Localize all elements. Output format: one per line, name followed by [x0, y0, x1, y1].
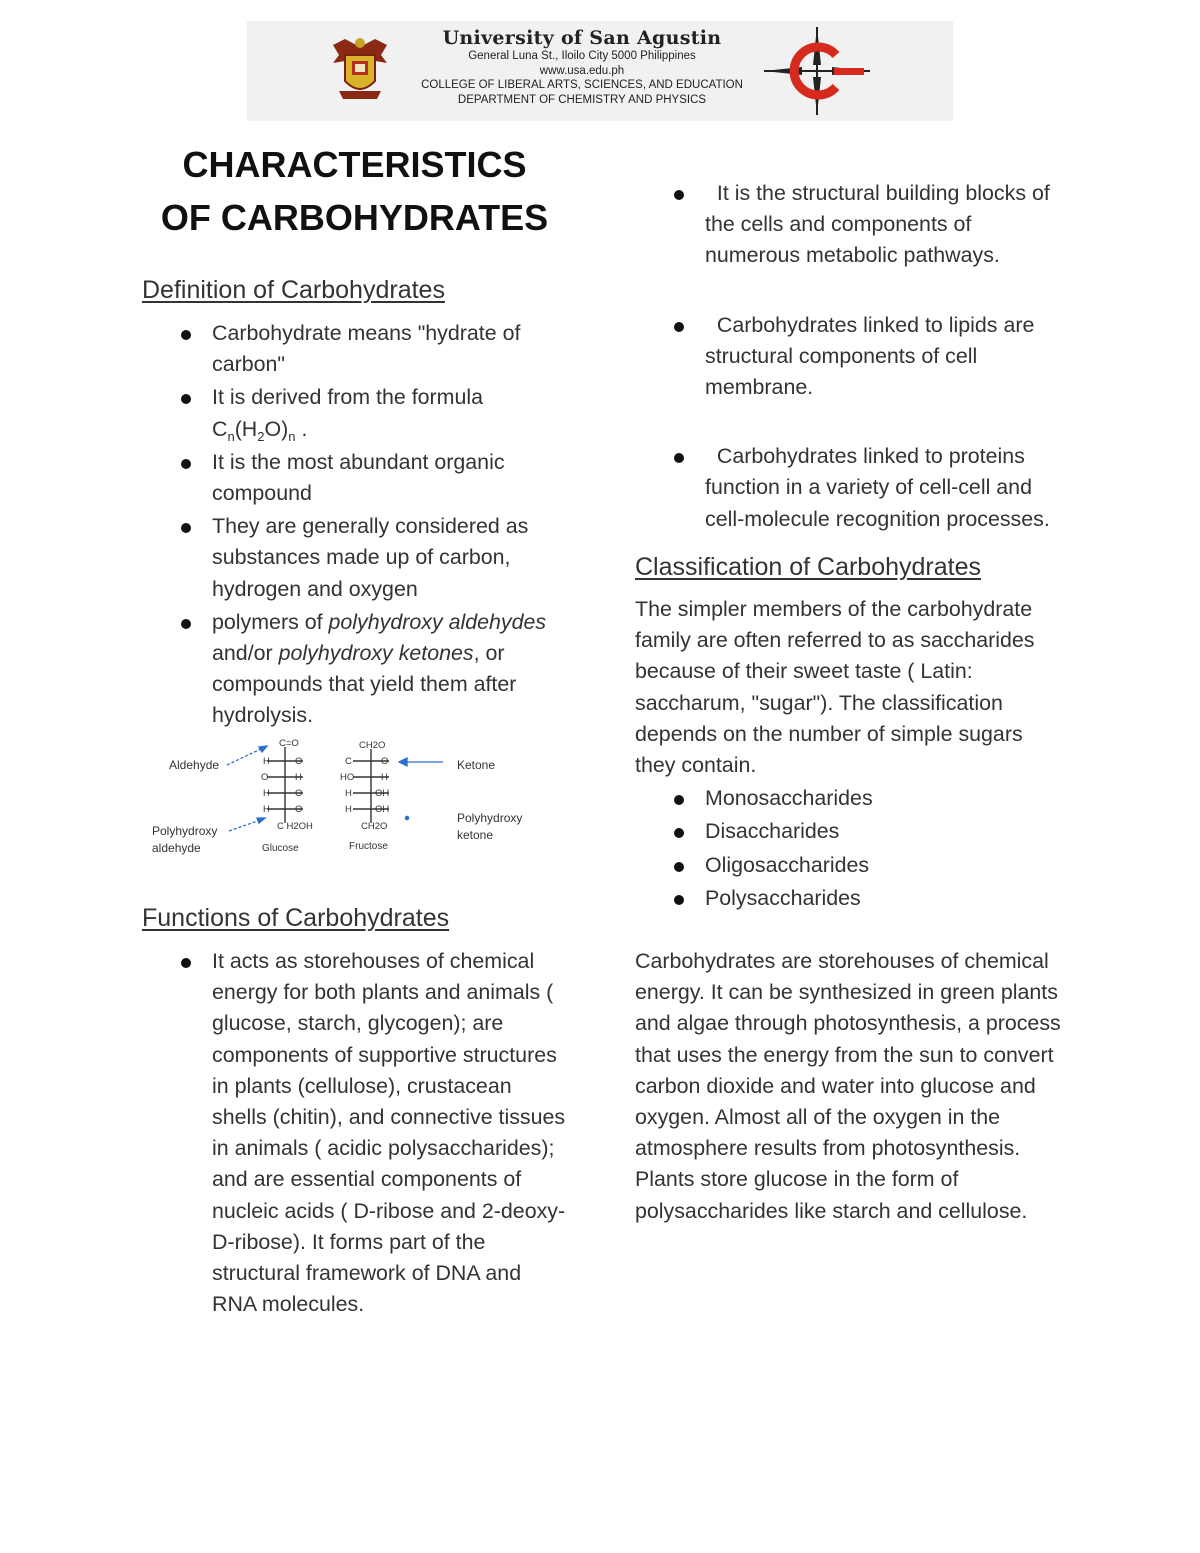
label-glucose: Glucose	[262, 843, 299, 854]
bullet-icon	[181, 523, 191, 533]
bullet-icon	[181, 619, 191, 629]
bullet-icon	[674, 190, 684, 200]
svg-text:H: H	[345, 788, 352, 799]
saccharide-types-list	[635, 783, 1065, 914]
svg-text:H: H	[263, 788, 270, 799]
letterhead	[247, 21, 953, 121]
bullet-icon	[674, 895, 684, 905]
title-line-1: CHARACTERISTICS	[182, 144, 527, 185]
glucose-storage-paragraph: Plants store glucose in the form of polysaccharides like starch and cellulose.	[635, 1167, 1028, 1223]
formula: $C_n(H_2O)_n$ .	[212, 416, 308, 444]
svg-text:O: O	[295, 788, 303, 799]
list-item: Disaccharides	[635, 816, 1065, 847]
label-polyhydroxy-aldehyde-2: aldehyde	[152, 841, 201, 855]
department-name: DEPARTMENT OF CHEMISTRY AND PHYSICS	[457, 93, 707, 106]
bullet-icon	[181, 958, 191, 968]
classification-heading: Classification of Carbohydrates	[635, 553, 981, 581]
university-seal	[325, 33, 395, 103]
page-title	[142, 138, 567, 244]
bullet-icon	[674, 795, 684, 805]
title-line-2: OF CARBOHYDRATES	[160, 197, 549, 238]
university-address: General Luna St., Iloilo City 5000 Philippines	[468, 50, 696, 62]
functions-list-part-1	[142, 946, 567, 1320]
bullet-icon	[674, 862, 684, 872]
svg-text:OH: OH	[375, 804, 390, 815]
functions-list-part-2	[635, 142, 1065, 571]
bullet-icon	[674, 322, 684, 332]
label-fructose: Fructose	[349, 841, 388, 852]
svg-text:O: O	[295, 804, 303, 815]
list-item: Monosaccharides	[635, 783, 1065, 814]
label-polyhydroxy-ketone-2: ketone	[457, 828, 494, 842]
label-polyhydroxy-aldehyde-1: Polyhydroxy	[152, 824, 218, 838]
department-compass-logo	[762, 25, 872, 117]
svg-text:O: O	[295, 756, 303, 767]
functions-heading: Functions of Carbohydrates	[142, 904, 450, 932]
label-polyhydroxy-ketone-1: Polyhydroxy	[457, 811, 523, 825]
photosynthesis-paragraph: Carbohydrates are storehouses of chemical energy. It can be synthesized in green plants and algae through photosynthesis, a process that uses the energy from the sun to convert carbon dioxide and water into glucose and oxygen. Almost all of the oxygen in the atmosphere results from photosynthesis.	[635, 949, 1061, 1161]
glucose-fructose-diagram	[145, 735, 545, 860]
university-website[interactable]: www.usa.edu.ph	[539, 64, 625, 77]
list-item: Oligosaccharides	[635, 850, 1065, 881]
svg-text:H: H	[263, 804, 270, 815]
list-item: Polysaccharides	[635, 883, 1065, 914]
svg-text:C H2OH: C H2OH	[277, 821, 313, 832]
svg-text:H: H	[381, 772, 388, 783]
list-item: Carbohydrates linked to lipids are structural components of cell membrane.	[635, 310, 1065, 404]
university-name: University of San Agustin	[442, 27, 722, 49]
svg-text:CH2O: CH2O	[359, 740, 386, 751]
list-item: Carbohydrates linked to proteins function in a variety of cell-cell and cell-molecule recognition processes.	[635, 441, 1065, 535]
svg-text:O: O	[261, 772, 269, 783]
list-item: It is the structural building blocks of the cells and components of numerous metabolic pathways.	[635, 178, 1065, 272]
bullet-icon	[674, 453, 684, 463]
list-item: It acts as storehouses of chemical energy for both plants and animals ( glucose, starch, glycogen); are components of supportive structures in plants (cellulose), crustacean shells (chitin), and connective tissues in animals ( acidic polysaccharides); and are essential components of nucleic acids ( D-ribose and 2-deoxy-D-ribose). It forms part of the structural framework of DNA and RNA molecules.	[142, 946, 567, 1320]
label-aldehyde: Aldehyde	[169, 758, 220, 772]
list-item: It is derived from the formula $C_n(H_2O)_n$ .	[142, 382, 572, 444]
svg-text:HO: HO	[340, 772, 355, 783]
definition-heading: Definition of Carbohydrates	[142, 276, 445, 304]
svg-text:O: O	[381, 756, 389, 767]
bullet-icon	[674, 828, 684, 838]
svg-text:C=O: C=O	[279, 738, 299, 749]
definition-list	[142, 318, 572, 732]
list-item: It is the most abundant organic compound	[142, 447, 572, 509]
svg-text:H: H	[263, 756, 270, 767]
svg-text:H: H	[345, 804, 352, 815]
list-item: They are generally considered as substances made up of carbon, hydrogen and oxygen	[142, 511, 572, 605]
classification-intro: The simpler members of the carbohydrate family are often referred to as saccharides because of their sweet taste ( Latin: saccharum, "sugar"). The classification depends on the number of simple sugars they contain.	[635, 597, 1035, 778]
list-item: Carbohydrate means "hydrate of carbon"	[142, 318, 572, 380]
svg-text:OH: OH	[375, 788, 390, 799]
list-item: polymers of polyhydroxy aldehydes and/or polyhydroxy ketones, or compounds that yield them after hydrolysis.	[142, 607, 572, 732]
label-ketone: Ketone	[457, 758, 496, 772]
college-name: COLLEGE OF LIBERAL ARTS, SCIENCES, AND EDUCATION	[421, 79, 743, 91]
bullet-icon	[181, 394, 191, 404]
bullet-icon	[181, 459, 191, 469]
bullet-icon	[181, 330, 191, 340]
svg-text:H: H	[295, 772, 302, 783]
svg-text:CH2O: CH2O	[361, 821, 388, 832]
svg-text:C: C	[345, 756, 352, 767]
